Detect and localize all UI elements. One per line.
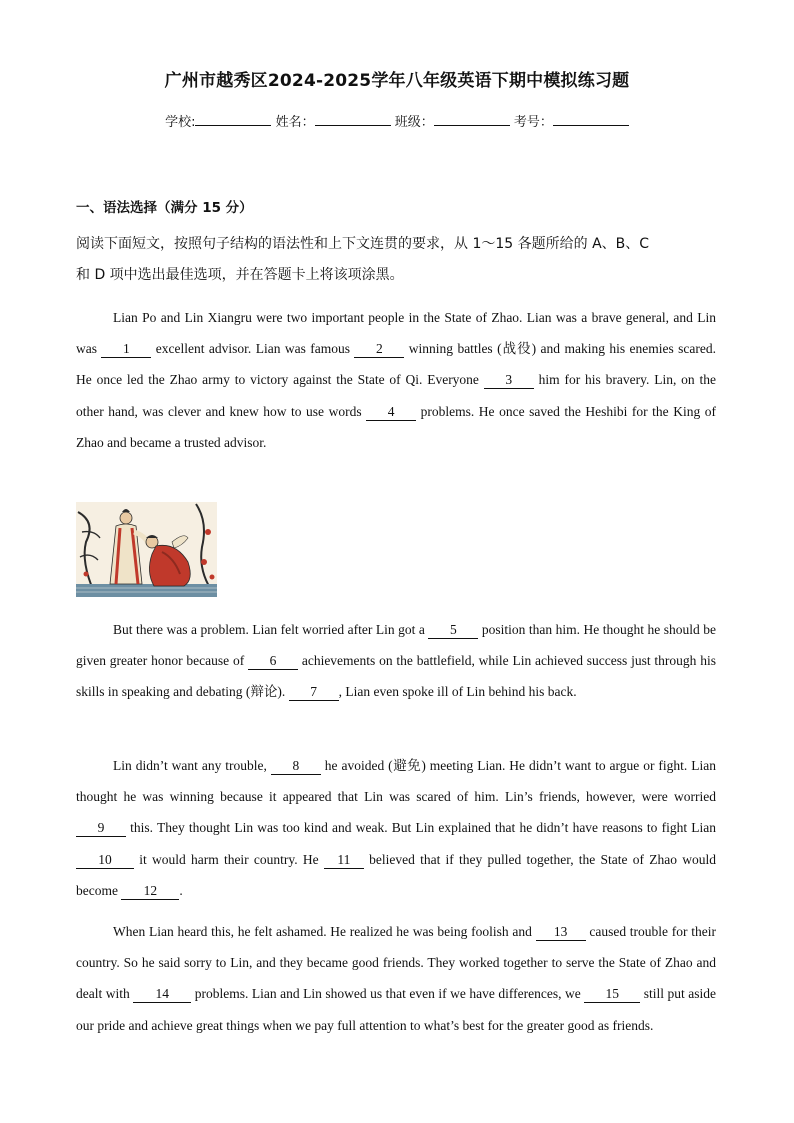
- page-title: 广州市越秀区2024-2025学年八年级英语下期中模拟练习题: [164, 71, 630, 91]
- section-heading: 一、语法选择（满分 15 分）: [76, 200, 253, 216]
- passage-paragraph-3: Lin didn’t want any trouble, 8 he avoided (避免) meeting Lian. He didn’t want to argue or fight. Lian thought he was winning because it appeared that Lin was scared of him. Lin’s friends, however, were worried 9 this. They thought Lin was too kind and weak. But Lin explained that he didn’t have reasons to fight Lian 10 it would harm their country. He 11 believed that if they pulled together, the State of Zhao would become 12 .: [76, 758, 716, 898]
- blank-15[interactable]: 15: [584, 986, 640, 1003]
- blank-14[interactable]: 14: [133, 986, 191, 1003]
- name-label: 姓名：: [275, 115, 315, 130]
- class-blank[interactable]: [434, 113, 510, 126]
- blank-7[interactable]: 7: [289, 684, 339, 701]
- instruction-line-1: 阅读下面短文，按照句子结构的语法性和上下文连贯的要求，从 1～15 各题所给的 A、B、C: [76, 236, 650, 252]
- exam-number-blank[interactable]: [553, 113, 629, 126]
- instruction-line-2: 和 D 项中选出最佳选项，并在答题卡上将该项涂黑。: [76, 267, 404, 283]
- passage-paragraph-4: When Lian heard this, he felt ashamed. He realized he was being foolish and 13 caused trouble for their country. So he said sorry to Lin, and they became good friends. They worked together to serve the State of Zhao and dealt with 14 problems. Lian and Lin showed us that even if we have differences, we 15 still put aside our pride and achieve great things when we pay full attention to what’s best for the greater good as friends.: [76, 924, 716, 1033]
- school-label: 学校:: [165, 115, 196, 130]
- name-blank[interactable]: [315, 113, 391, 126]
- blank-5[interactable]: 5: [428, 622, 478, 639]
- blank-9[interactable]: 9: [76, 820, 126, 837]
- blank-13[interactable]: 13: [536, 924, 586, 941]
- exam-number-label: 考号：: [513, 115, 553, 130]
- school-blank[interactable]: [195, 113, 271, 126]
- blank-2[interactable]: 2: [354, 341, 404, 358]
- blank-11[interactable]: 11: [324, 852, 364, 869]
- blank-12[interactable]: 12: [121, 883, 179, 900]
- student-info-line: [0, 111, 794, 130]
- blank-3[interactable]: 3: [484, 372, 534, 389]
- blank-10[interactable]: 10: [76, 852, 134, 869]
- passage-paragraph-1: Lian Po and Lin Xiangru were two important people in the State of Zhao. Lian was a brave general, and Lin was 1 excellent advisor. Lian was famous 2 winning battles (战役) and making his enemies scared. He once led the Zhao army to victory against the State of Qi. Everyone 3 him for his bravery. Lin, on the other hand, was clever and knew how to use words 4 problems. He once saved the Heshibi for the King of Zhao and became a trusted advisor.: [76, 310, 717, 450]
- illustration-lian-po-apologizing: [76, 502, 217, 597]
- blank-1[interactable]: 1: [101, 341, 151, 358]
- blank-8[interactable]: 8: [271, 758, 321, 775]
- blank-6[interactable]: 6: [248, 653, 298, 670]
- class-label: 班级：: [394, 115, 434, 130]
- passage-paragraph-2: But there was a problem. Lian felt worried after Lin got a 5 position than him. He thought he should be given greater honor because of 6 achievements on the battlefield, while Lin achieved success just through his skills in speaking and debating (辩论). 7 , Lian even spoke ill of Lin behind his back.: [76, 622, 716, 700]
- blank-4[interactable]: 4: [366, 404, 416, 421]
